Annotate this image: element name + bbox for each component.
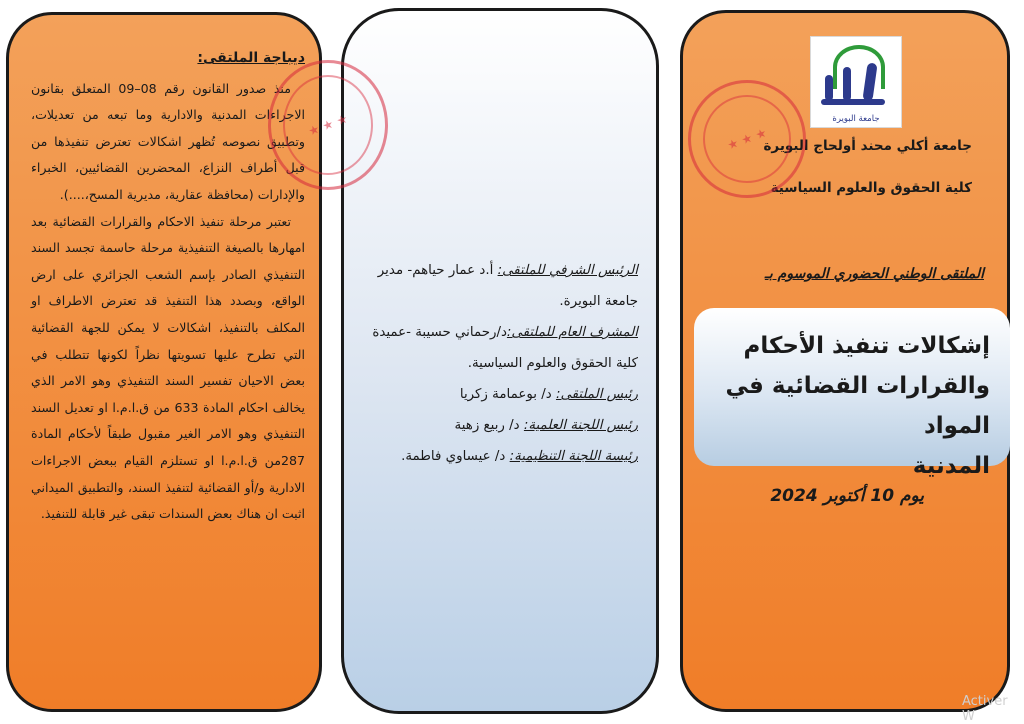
activation-watermark: Activer W: [962, 694, 1008, 724]
honorary-president: [366, 255, 638, 317]
conference-title-box: [694, 308, 1010, 479]
organizing-committee-label: رئيسة اللجنة التنظيمية:: [509, 449, 638, 464]
logo-caption: جامعة البويرة: [832, 114, 880, 124]
university-logo: [810, 36, 902, 128]
scientific-committee-value: د/ ربيع زهية: [454, 418, 520, 433]
preamble-text: [31, 45, 305, 528]
preamble-heading: ديباجة الملتقى:: [197, 50, 305, 66]
faculty-name: كلية الحقوق والعلوم السياسية: [770, 180, 972, 196]
general-supervisor-value: د/رحماني حسيبة -عميدة كلية الحقوق والعلوم السياسية.: [372, 325, 638, 371]
conference-label: الملتقى الوطني الحضوري الموسوم بـ: [764, 266, 984, 282]
general-supervisor-label: المشرف العام للملتقى:: [506, 325, 638, 340]
official-stamp-icon: ★ ★ ★: [268, 60, 388, 190]
conference-title-line-3: المدنية: [912, 453, 990, 479]
conference-president-label: رئيس الملتقى:: [555, 387, 638, 402]
preamble-paragraph-2: تعتبر مرحلة تنفيذ الاحكام والقرارات القضائية بعد امهارها بالصيغة التنفيذية مرحلة حاسمة تجسد السند التنفيذي الصادر بإسم الشعب الجزائري على ارض الواقع، وبصدد هذا التنفيذ قد تعترض الاطراف او المكلف بالتنفيذ، اشكالات لا يمكن للجهة القضائية التي تطرح عليها تسويتها نظراً لكونها تتطلب في بعض الاحيان تفسير السند التنفيذي وهو الامر الذي يخالف احكام المادة 633 من ق.ا.م.ا او تعديل السند التنفيذي وهو الامر الغير مقبول طبقاً لأحكام المادة 287من ق.ا.م.ا او تستلزم القيام ببعض الاجراءات الادارية و/أو القضائية لتنفيذ السند، والتطبيق الميداني اثبت ان هناك بعض السندات تبقى غير قابلة للتنفيذ.: [31, 213, 305, 522]
official-stamp-icon: ★ ★ ★: [688, 80, 806, 198]
university-name: جامعة أكلي محند أولحاج البويرة: [763, 138, 972, 154]
organizing-committee-value: د/ عيساوي فاطمة.: [401, 449, 506, 464]
conference-president-value: د/ بوعمامة زكريا: [459, 387, 552, 402]
committee-panel: [341, 8, 659, 714]
conference-date: يوم 10 أكتوبر 2024: [770, 486, 924, 506]
honorary-president-label: الرئيس الشرفي للملتقى:: [497, 263, 638, 278]
honorary-president-value: أ.د عمار حياهم- مدير جامعة البويرة.: [377, 263, 638, 309]
scientific-committee: [366, 410, 638, 441]
organizing-committee: [366, 441, 638, 472]
scientific-committee-label: رئيس اللجنة العلمية:: [523, 418, 638, 433]
preamble-paragraph-1: منذ صدور القانون رقم 08–09 المتعلق بقانون الاجراءات المدنية والادارية وما تبعه من تعديلات، وتطبيق نصوصه تُظهر اشكالات تعترض تنفيذها من قبل أطراف النزاع، المحضرين القضائيين، الخبراء والإدارات (محافظة عقارية، مديرية المسح،....).: [31, 80, 305, 202]
conference-president: [366, 379, 638, 410]
general-supervisor: [366, 317, 638, 379]
committee-list: [366, 255, 638, 472]
conference-title-line-1: إشكالات تنفيذ الأحكام: [743, 333, 990, 359]
logo-arc-icon: [833, 45, 885, 89]
conference-title-line-2: والقرارات القضائية في المواد: [725, 373, 990, 439]
